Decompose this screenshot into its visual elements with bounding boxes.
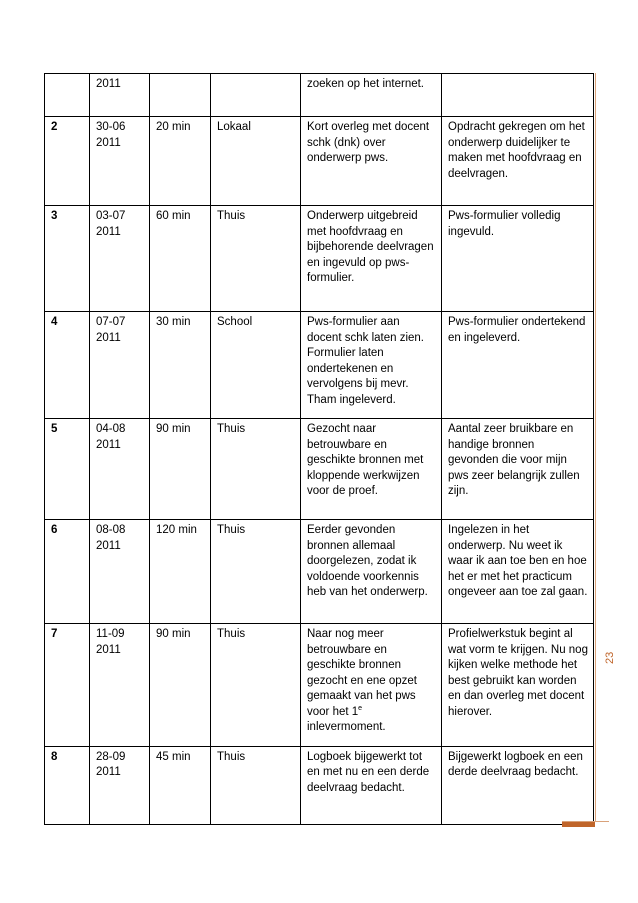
table-row — [45, 312, 594, 419]
row-date: 04-08 2011 — [90, 419, 150, 520]
row-result: Ingelezen in het onderwerp. Nu weet ik waar ik aan toe ben en hoe het er met het practicum ongeveer aan toe zal gaan. — [442, 520, 594, 624]
row-duration — [150, 74, 211, 117]
row-number: 6 — [45, 520, 90, 624]
row-activity — [301, 624, 442, 747]
row-activity: zoeken op het internet. — [301, 74, 442, 117]
row-duration: 60 min — [150, 206, 211, 312]
page-corner-tab — [562, 822, 595, 827]
row-result: Bijgewerkt logboek en een derde deelvraag bedacht. — [442, 746, 594, 824]
row-duration: 30 min — [150, 312, 211, 419]
table-row — [45, 520, 594, 624]
row-activity: Eerder gevonden bronnen allemaal doorgelezen, zodat ik voldoende voorkennis heb van het onderwerp. — [301, 520, 442, 624]
row-activity: Gezocht naar betrouwbare en geschikte bronnen met kloppende werkwijzen voor de proef. — [301, 419, 442, 520]
ordinal-suffix: e — [358, 704, 363, 712]
row-location: Thuis — [211, 520, 301, 624]
table-row — [45, 746, 594, 824]
table-row — [45, 624, 594, 747]
row-number: 4 — [45, 312, 90, 419]
row-date: 28-09 2011 — [90, 746, 150, 824]
row-location: Thuis — [211, 746, 301, 824]
row-number: 8 — [45, 746, 90, 824]
row-result: Profielwerkstuk begint al wat vorm te krijgen. Nu nog kijken welke methode het best gebruikt kan worden en dan overleg met docent hierover. — [442, 624, 594, 747]
row-location: School — [211, 312, 301, 419]
logbook-table-body — [45, 74, 594, 825]
row-date: 07-07 2011 — [90, 312, 150, 419]
row-number: 2 — [45, 117, 90, 206]
row-number: 3 — [45, 206, 90, 312]
logbook-table — [44, 73, 594, 825]
table-row — [45, 206, 594, 312]
row-duration: 90 min — [150, 419, 211, 520]
row-activity: Onderwerp uitgebreid met hoofdvraag en bijbehorende deelvragen en ingevuld op pws-formulier. — [301, 206, 442, 312]
row-activity: Logboek bijgewerkt tot en met nu en een derde deelvraag bedacht. — [301, 746, 442, 824]
table-row — [45, 74, 594, 117]
row-result: Opdracht gekregen om het onderwerp duidelijker te maken met hoofdvraag en deelvragen. — [442, 117, 594, 206]
row-result: Pws-formulier ondertekend en ingeleverd. — [442, 312, 594, 419]
row-number: 7 — [45, 624, 90, 747]
table-row — [45, 419, 594, 520]
row-location: Thuis — [211, 206, 301, 312]
row-date: 11-09 2011 — [90, 624, 150, 747]
page-border-line — [595, 73, 596, 821]
row-number: 5 — [45, 419, 90, 520]
row-location: Thuis — [211, 624, 301, 747]
row-activity: Kort overleg met docent schk (dnk) over onderwerp pws. — [301, 117, 442, 206]
row-result — [442, 74, 594, 117]
page-number: 23 — [604, 651, 616, 664]
row-location: Lokaal — [211, 117, 301, 206]
row-number — [45, 74, 90, 117]
row-date: 2011 — [90, 74, 150, 117]
row-date: 30-06 2011 — [90, 117, 150, 206]
row-result: Pws-formulier volledig ingevuld. — [442, 206, 594, 312]
row-duration: 120 min — [150, 520, 211, 624]
row-duration: 45 min — [150, 746, 211, 824]
row-activity: Pws-formulier aan docent schk laten zien. Formulier laten ondertekenen en vervolgens bij mevr. Tham ingeleverd. — [301, 312, 442, 419]
row-activity-text: Naar nog meer betrouwbare en geschikte bronnen gezocht en ene opzet gemaakt van het pws voor het 1e inlevermoment. — [307, 628, 417, 733]
row-duration: 90 min — [150, 624, 211, 747]
row-location — [211, 74, 301, 117]
row-location: Thuis — [211, 419, 301, 520]
row-result: Aantal zeer bruikbare en handige bronnen gevonden die voor mijn pws zeer belangrijk zullen zijn. — [442, 419, 594, 520]
table-row — [45, 117, 594, 206]
row-date: 08-08 2011 — [90, 520, 150, 624]
row-date: 03-07 2011 — [90, 206, 150, 312]
row-duration: 20 min — [150, 117, 211, 206]
